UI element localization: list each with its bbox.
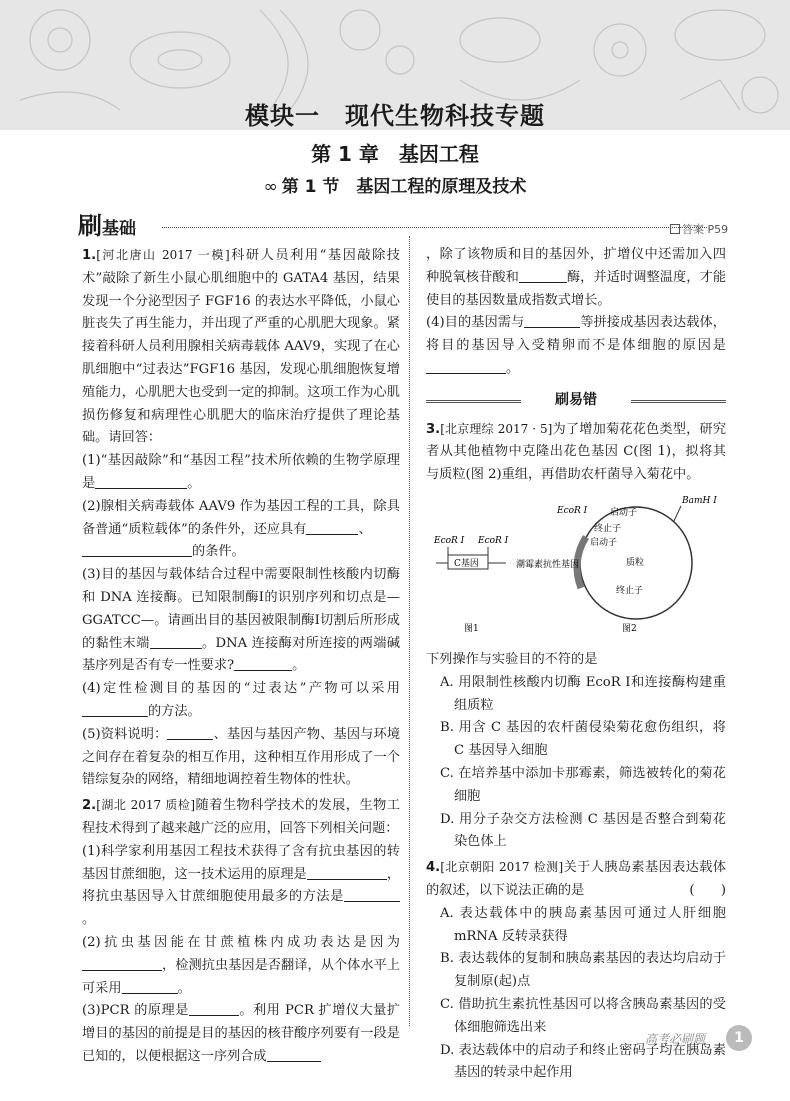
q3-option-d[interactable]: D. 用分子杂交方法检测 C 基因是否整合到菊花染色体上 <box>440 811 726 850</box>
fig2-ecori-label: EcoR Ⅰ <box>557 505 588 516</box>
answer-blank[interactable] <box>344 887 400 902</box>
q3-question: 下列操作与实验目的不符的是 <box>426 651 598 667</box>
q1-part-2-end: 的条件。 <box>192 544 245 560</box>
question-source: [河北唐山 2017 一模] <box>96 248 230 262</box>
question-number: 4. <box>426 860 441 876</box>
answer-blank[interactable] <box>150 634 202 649</box>
question-4 <box>426 856 726 903</box>
q1-part-2-text: (2)腺相关病毒载体 AAV9 作为基因工程的工具，除具备普通“质粒载体”的条件外，还应具有 <box>82 498 400 537</box>
q1-part-4 <box>82 678 400 724</box>
answer-blank[interactable] <box>189 1001 239 1016</box>
fig2-label: 图2 <box>622 623 637 634</box>
basics-heading-big: 刷 <box>78 212 102 240</box>
question-1 <box>82 244 400 450</box>
q2-part-3-continued <box>426 244 726 312</box>
bamhi-label: BamH Ⅰ <box>682 495 717 506</box>
question-source: [湖北 2017 质检] <box>96 798 196 813</box>
q2-part-3-text-c: ，除了该物质和目的基因外，扩增仪中还需加入四种脱氧核苷酸和 <box>426 247 726 285</box>
plasmid-diagram <box>426 493 726 643</box>
question-source: [北京理综 2017 · 5] <box>440 421 553 436</box>
c-gene-label: C基因 <box>454 558 479 569</box>
answer-blank[interactable] <box>524 313 580 328</box>
q1-part-5-text: (5)资料说明： <box>82 726 168 742</box>
promoter-label-1: 启动子 <box>610 507 638 518</box>
terminator-label-1: 终止子 <box>594 523 622 534</box>
column-divider <box>409 236 410 1026</box>
q1-part-1-end: 。 <box>187 475 201 491</box>
kan-gene-label: 潮霉素抗性基因 <box>516 559 580 570</box>
answer-checkbox-icon <box>670 224 680 234</box>
q1-part-2 <box>82 496 400 564</box>
q2-part-4-end: 。 <box>506 360 520 376</box>
q1-part-3 <box>82 564 400 678</box>
answer-blank[interactable] <box>307 865 387 880</box>
q1-part-1-text: (1)“基因敲除”和“基因工程”技术所依赖的生物学原理是 <box>82 453 400 491</box>
q2-part-4-text-b: 等拼接成基因表达载体，将目的基因导入受精卵而不是体细胞的原因是 <box>426 315 726 354</box>
module-title: 模块一 现代生物科技专题 <box>245 102 545 130</box>
q2-part-2-end: 。 <box>177 980 191 996</box>
basics-heading <box>78 206 136 241</box>
question-stem: 随着生物科学技术的发展，生物工程技术得到了越来越广泛的应用，回答下列相关问题： <box>82 798 400 836</box>
q2-part-3 <box>82 1000 400 1068</box>
question-2 <box>82 794 400 841</box>
q2-part-1-text-b: ，将抗虫基因导入甘蔗细胞使用最多的方法是 <box>82 866 401 905</box>
answer-blank[interactable] <box>82 702 148 717</box>
answer-reference-text: 答案 P59 <box>682 223 729 236</box>
q1-part-3-end: 。 <box>292 658 306 674</box>
answer-blank[interactable] <box>82 956 162 971</box>
answer-blank[interactable] <box>95 474 187 489</box>
bamhi-pointer-line <box>674 506 681 521</box>
fig1-label: 图1 <box>464 623 479 634</box>
q2-part-3-text: (3)PCR 的原理是 <box>82 1003 189 1019</box>
answer-blank[interactable] <box>82 542 192 557</box>
q1-part-5-end: 、基因与基因产物、基因与环境之间存在着复杂的相互作用，这种相互作用形成了一个错综复杂的网络，精细地调控着生物体的性状。 <box>82 726 401 788</box>
q2-part-4 <box>426 312 726 380</box>
terminator-label-2: 终止子 <box>616 585 644 596</box>
q2-part-1-end: 。 <box>82 912 96 928</box>
answer-reference <box>670 221 728 237</box>
question-stem: 科研人员利用“基因敲除技术”敲除了新生小鼠心肌细胞中的 GATA4 基因，结果发现一个分泌型因子 FGF16 的表达水平降低，小鼠心脏丧失了再生能力，并出现了严重的心肌肥大现象。紧接着科研人员利用腺相关病毒载体 AAV9，实现了在心肌细胞中“过表达”FGF16 基因，发现心肌细胞恢复增殖能力，心肌肥大也受到一定的抑制。这项工作为心肌损伤修复和病理性心肌肥大的临床治疗提供了理论基础。请回答： <box>82 248 400 446</box>
q4-option-d[interactable]: D. 表达载体中的启动子和终止密码子均在胰岛素基因的转录中起作用 <box>440 1042 726 1081</box>
question-stem: 为了增加菊花花色类型，研究者从其他植物中克隆出花色基因 C(图 1)，拟将其与质粒(图 2)重组，再借助农杆菌导入菊花中。 <box>426 421 727 483</box>
q2-part-1-text: (1)科学家利用基因工程技术获得了含有抗虫基因的转基因甘蔗细胞，这一技术运用的原理是 <box>82 843 400 882</box>
answer-blank[interactable] <box>267 1047 321 1062</box>
section-title <box>0 172 790 197</box>
left-column <box>82 244 400 1069</box>
q2-part-2-text: (2)抗虫基因能在甘蔗植株内成功表达是因为 <box>82 934 400 950</box>
q1-part-3-text-b: 。DNA 连接酶对所连接的两端碱基序列是否有专一性要求? <box>82 635 401 674</box>
chapter-title: 第 1 章 基因工程 <box>311 142 479 166</box>
question-number: 1. <box>82 248 97 263</box>
q2-part-2-text-b: ，检测抗虫基因是否翻译，从个体水平上可采用 <box>82 957 400 996</box>
q2-part-3-text-b: 。利用 PCR 扩增仪大量扩增目的基因的前提是目的基因的核苷酸序列要有一段是已知的，以便根据这一序列合成 <box>82 1003 401 1064</box>
question-number: 2. <box>82 798 97 814</box>
answer-blank[interactable] <box>234 656 292 671</box>
q1-part-5 <box>82 724 400 792</box>
question-3 <box>426 418 726 487</box>
page-number: 1 <box>726 1025 752 1051</box>
q2-part-4-text: (4)目的基因需与 <box>426 315 525 331</box>
answer-blank[interactable] <box>122 979 178 994</box>
fig1-ecori-right-label: EcoR Ⅰ <box>478 535 509 546</box>
q4-option-c[interactable]: C. 借助抗生素抗性基因可以将含胰岛素基因的受体细胞筛选出来 <box>440 996 726 1035</box>
q1-part-2-sep: 、 <box>358 521 372 537</box>
answer-blank[interactable] <box>426 359 506 374</box>
answer-blank[interactable] <box>519 268 567 283</box>
q4-option-b[interactable]: B. 表达载体的复制和胰岛素基因的表达均启动于复制原(起)点 <box>440 951 726 990</box>
q3-option-a[interactable]: A. 用限制性核酸内切酶 EcoR Ⅰ和连接酶构建重组质粒 <box>440 674 726 713</box>
promoter-label-2: 启动子 <box>590 537 618 548</box>
question-number: 3. <box>426 421 441 437</box>
q3-option-c[interactable]: C. 在培养基中添加卡那霉素，筛选被转化的菊花细胞 <box>440 765 726 804</box>
fig1-ecori-left-label: EcoR Ⅰ <box>434 535 465 546</box>
q1-part-3-text: (3)目的基因与载体结合过程中需要限制性核酸内切酶和 DNA 连接酶。已知限制酶Ⅰ的识别序列和切点是—GGATCC—。请画出目的基因被限制酶Ⅰ切割后所形成的黏性末端 <box>82 567 400 651</box>
answer-blank[interactable] <box>306 520 358 535</box>
section-knot-icon: ∞ <box>263 177 278 197</box>
yicuo-heading: 刷易错 <box>426 389 726 412</box>
q2-part-1 <box>82 841 400 932</box>
q2-part-2 <box>82 932 400 1000</box>
question-source: [北京朝阳 2017 检测] <box>440 860 564 875</box>
section-title-text: 第 1 节 基因工程的原理及技术 <box>281 177 527 197</box>
answer-blank[interactable] <box>167 725 213 740</box>
answer-parentheses[interactable]: ( ) <box>689 882 726 898</box>
plasmid-figure <box>426 493 726 643</box>
right-column <box>426 244 726 1085</box>
basics-heading-small: 基础 <box>102 219 136 239</box>
basics-divider <box>162 227 707 228</box>
q1-part-4-end: 的方法。 <box>148 703 201 719</box>
q3-option-b[interactable]: B. 用含 C 基因的农杆菌侵染菊花愈伤组织，将 C 基因导入细胞 <box>440 720 726 759</box>
q4-option-a[interactable]: A. 表达载体中的胰岛素基因可通过人肝细胞 mRNA 反转录获得 <box>440 905 726 944</box>
q2-part-3-end: 酶，并适时调整温度，才能使目的基因数量成指数式增长。 <box>426 269 727 308</box>
plasmid-label: 质粒 <box>626 557 645 568</box>
footer-brand: 高考必刷题 <box>645 1032 706 1046</box>
q1-part-1 <box>82 450 400 496</box>
question-stem: 关于人胰岛素基因表达载体的叙述，以下说法正确的是 <box>426 860 726 898</box>
q1-part-4-text: (4)定性检测目的基因的“过表达”产物可以采用 <box>82 681 400 697</box>
